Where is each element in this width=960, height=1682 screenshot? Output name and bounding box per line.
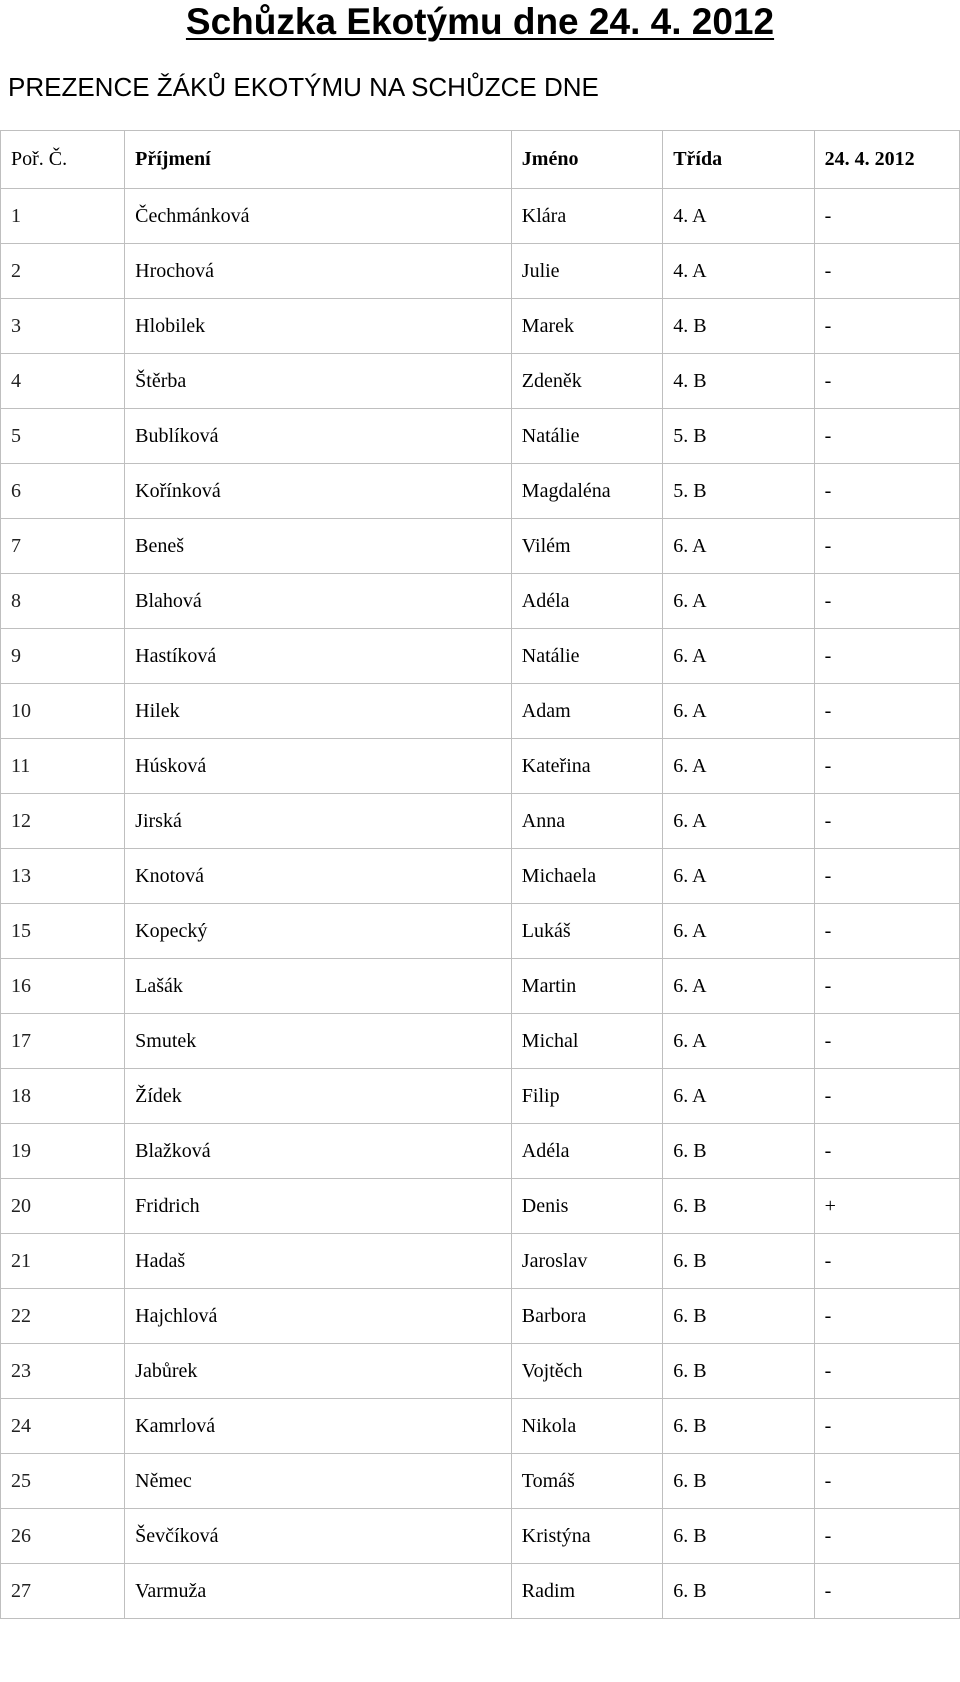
cell-surname: Hrochová (125, 244, 512, 299)
cell-surname: Žídek (125, 1069, 512, 1124)
cell-surname: Ševčíková (125, 1509, 512, 1564)
cell-class: 6. B (663, 1124, 814, 1179)
cell-attendance-mark: - (814, 629, 959, 684)
cell-number: 16 (1, 959, 125, 1014)
table-row (1, 1399, 960, 1454)
cell-name: Magdaléna (511, 464, 662, 519)
cell-number: 27 (1, 1564, 125, 1619)
cell-class: 4. A (663, 244, 814, 299)
cell-attendance-mark: - (814, 1289, 959, 1344)
cell-number: 23 (1, 1344, 125, 1399)
cell-name: Zdeněk (511, 354, 662, 409)
cell-class: 6. A (663, 959, 814, 1014)
cell-attendance-mark: - (814, 464, 959, 519)
table-body (1, 189, 960, 1619)
cell-number: 5 (1, 409, 125, 464)
cell-surname: Jirská (125, 794, 512, 849)
header-surname: Příjmení (125, 131, 512, 189)
cell-surname: Kopecký (125, 904, 512, 959)
cell-surname: Húsková (125, 739, 512, 794)
cell-class: 6. A (663, 1069, 814, 1124)
cell-attendance-mark: - (814, 574, 959, 629)
cell-name: Michal (511, 1014, 662, 1069)
cell-class: 6. A (663, 849, 814, 904)
cell-number: 17 (1, 1014, 125, 1069)
cell-attendance-mark: - (814, 409, 959, 464)
cell-number: 9 (1, 629, 125, 684)
cell-number: 11 (1, 739, 125, 794)
cell-name: Barbora (511, 1289, 662, 1344)
cell-class: 6. A (663, 739, 814, 794)
cell-class: 4. A (663, 189, 814, 244)
cell-name: Jaroslav (511, 1234, 662, 1289)
table-row (1, 739, 960, 794)
cell-number: 10 (1, 684, 125, 739)
cell-name: Kristýna (511, 1509, 662, 1564)
table-header (1, 131, 960, 189)
table-row (1, 1234, 960, 1289)
cell-class: 6. B (663, 1399, 814, 1454)
cell-surname: Hilek (125, 684, 512, 739)
cell-attendance-mark: - (814, 1014, 959, 1069)
header-date: 24. 4. 2012 (814, 131, 959, 189)
table-row (1, 409, 960, 464)
cell-attendance-mark: - (814, 904, 959, 959)
cell-name: Marek (511, 299, 662, 354)
cell-number: 7 (1, 519, 125, 574)
cell-surname: Němec (125, 1454, 512, 1509)
cell-name: Vojtěch (511, 1344, 662, 1399)
cell-number: 18 (1, 1069, 125, 1124)
cell-surname: Blažková (125, 1124, 512, 1179)
table-row (1, 1179, 960, 1234)
table-row (1, 629, 960, 684)
header-number: Poř. Č. (1, 131, 125, 189)
cell-number: 12 (1, 794, 125, 849)
cell-surname: Jabůrek (125, 1344, 512, 1399)
cell-attendance-mark: - (814, 189, 959, 244)
cell-surname: Hadaš (125, 1234, 512, 1289)
cell-number: 20 (1, 1179, 125, 1234)
cell-name: Kateřina (511, 739, 662, 794)
cell-surname: Štěrba (125, 354, 512, 409)
cell-attendance-mark: - (814, 1509, 959, 1564)
cell-name: Michaela (511, 849, 662, 904)
cell-attendance-mark: - (814, 244, 959, 299)
cell-name: Natálie (511, 629, 662, 684)
table-row (1, 849, 960, 904)
table-row (1, 904, 960, 959)
cell-surname: Kořínková (125, 464, 512, 519)
cell-name: Denis (511, 1179, 662, 1234)
cell-name: Radim (511, 1564, 662, 1619)
cell-number: 13 (1, 849, 125, 904)
cell-attendance-mark: - (814, 519, 959, 574)
page-subtitle: PREZENCE ŽÁKŮ EKOTÝMU NA SCHŮZCE DNE (8, 72, 599, 102)
cell-number: 4 (1, 354, 125, 409)
cell-attendance-mark: - (814, 739, 959, 794)
cell-class: 6. A (663, 794, 814, 849)
table-row (1, 1454, 960, 1509)
cell-class: 6. B (663, 1509, 814, 1564)
cell-attendance-mark: - (814, 1234, 959, 1289)
cell-surname: Hajchlová (125, 1289, 512, 1344)
cell-surname: Fridrich (125, 1179, 512, 1234)
cell-number: 21 (1, 1234, 125, 1289)
cell-class: 6. A (663, 574, 814, 629)
cell-surname: Hlobilek (125, 299, 512, 354)
cell-number: 6 (1, 464, 125, 519)
cell-name: Adéla (511, 1124, 662, 1179)
cell-surname: Lašák (125, 959, 512, 1014)
cell-attendance-mark: - (814, 299, 959, 354)
cell-name: Filip (511, 1069, 662, 1124)
cell-name: Anna (511, 794, 662, 849)
cell-attendance-mark: - (814, 849, 959, 904)
cell-attendance-mark: - (814, 684, 959, 739)
cell-class: 6. A (663, 629, 814, 684)
page-title: Schůzka Ekotýmu dne 24. 4. 2012 (185, 1, 775, 42)
cell-number: 24 (1, 1399, 125, 1454)
cell-number: 25 (1, 1454, 125, 1509)
cell-surname: Smutek (125, 1014, 512, 1069)
table-row (1, 244, 960, 299)
cell-name: Martin (511, 959, 662, 1014)
header-class: Třída (663, 131, 814, 189)
cell-surname: Varmuža (125, 1564, 512, 1619)
table-row (1, 794, 960, 849)
cell-class: 5. B (663, 464, 814, 519)
cell-class: 5. B (663, 409, 814, 464)
cell-class: 6. A (663, 1014, 814, 1069)
cell-name: Vilém (511, 519, 662, 574)
cell-class: 6. A (663, 684, 814, 739)
header-row (1, 131, 960, 189)
cell-name: Lukáš (511, 904, 662, 959)
cell-attendance-mark: - (814, 1454, 959, 1509)
cell-number: 26 (1, 1509, 125, 1564)
cell-attendance-mark: - (814, 1344, 959, 1399)
cell-class: 6. B (663, 1179, 814, 1234)
cell-name: Tomáš (511, 1454, 662, 1509)
table-row (1, 299, 960, 354)
cell-attendance-mark: - (814, 354, 959, 409)
cell-attendance-mark: - (814, 1069, 959, 1124)
cell-attendance-mark: - (814, 1124, 959, 1179)
cell-class: 6. A (663, 904, 814, 959)
cell-surname: Čechmánková (125, 189, 512, 244)
cell-number: 3 (1, 299, 125, 354)
cell-attendance-mark: + (814, 1179, 959, 1234)
cell-surname: Beneš (125, 519, 512, 574)
cell-surname: Bublíková (125, 409, 512, 464)
cell-name: Adéla (511, 574, 662, 629)
cell-number: 19 (1, 1124, 125, 1179)
cell-attendance-mark: - (814, 794, 959, 849)
cell-name: Natálie (511, 409, 662, 464)
cell-number: 1 (1, 189, 125, 244)
attendance-table (0, 130, 960, 1619)
cell-surname: Kamrlová (125, 1399, 512, 1454)
cell-attendance-mark: - (814, 959, 959, 1014)
cell-class: 6. B (663, 1454, 814, 1509)
cell-attendance-mark: - (814, 1564, 959, 1619)
cell-number: 15 (1, 904, 125, 959)
cell-name: Julie (511, 244, 662, 299)
table-row (1, 959, 960, 1014)
table-row (1, 1124, 960, 1179)
cell-name: Klára (511, 189, 662, 244)
cell-class: 6. A (663, 519, 814, 574)
cell-class: 4. B (663, 299, 814, 354)
table-row (1, 684, 960, 739)
cell-class: 4. B (663, 354, 814, 409)
cell-class: 6. B (663, 1344, 814, 1399)
table-row (1, 354, 960, 409)
cell-name: Adam (511, 684, 662, 739)
table-row (1, 519, 960, 574)
cell-class: 6. B (663, 1564, 814, 1619)
cell-number: 22 (1, 1289, 125, 1344)
table-row (1, 464, 960, 519)
cell-number: 8 (1, 574, 125, 629)
table-row (1, 1069, 960, 1124)
cell-surname: Blahová (125, 574, 512, 629)
table-row (1, 1564, 960, 1619)
cell-attendance-mark: - (814, 1399, 959, 1454)
table-row (1, 1509, 960, 1564)
cell-surname: Knotová (125, 849, 512, 904)
table-row (1, 1289, 960, 1344)
table-row (1, 574, 960, 629)
table-row (1, 189, 960, 244)
cell-surname: Hastíková (125, 629, 512, 684)
table-row (1, 1344, 960, 1399)
header-name: Jméno (511, 131, 662, 189)
cell-class: 6. B (663, 1234, 814, 1289)
cell-name: Nikola (511, 1399, 662, 1454)
cell-number: 2 (1, 244, 125, 299)
cell-class: 6. B (663, 1289, 814, 1344)
table-row (1, 1014, 960, 1069)
